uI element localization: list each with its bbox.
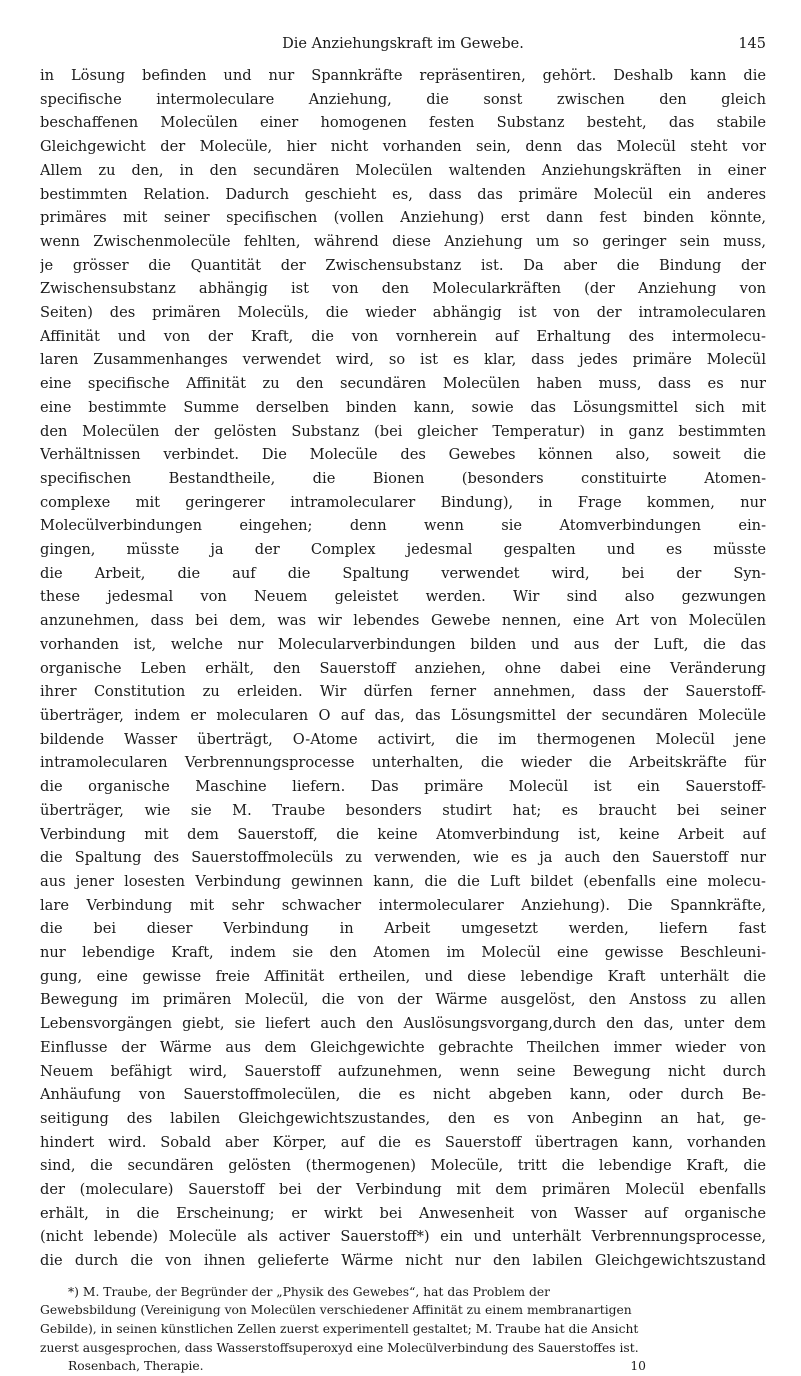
text-line: Verhältnissen verbindet. Die Molecüle des Gewebes können also, soweit die [40, 446, 766, 464]
text-line: these jedesmal von Neuem geleistet werden. Wir sind also gezwungen [40, 588, 766, 606]
text-line: Lebensvorgängen giebt, sie liefert auch den Auslösungsvorgang,durch den das, unter dem [40, 1015, 766, 1033]
footnote-line: Gewebsbildung (Vereinigung von Molecülen verschiedener Affinität zu einem membranartigen [40, 1303, 632, 1318]
text-line: Verbindung mit dem Sauerstoff, die keine Atomverbindung ist, keine Arbeit auf [40, 825, 766, 843]
text-line: hindert wird. Sobald aber Körper, auf die es Sauerstoff übertragen kann, vorhanden [40, 1133, 766, 1151]
text-line: primäres mit seiner specifischen (vollen Anziehung) erst dann fest binden könnte, [40, 209, 766, 227]
text-line: bestimmten Relation. Dadurch geschieht es, dass das primäre Molecül ein anderes [40, 185, 766, 203]
text-line: intramolecularen Verbrennungsprocesse unterhalten, die wieder die Arbeitskräfte für [40, 754, 766, 772]
footnote [40, 1283, 766, 1376]
text-line: laren Zusammenhanges verwendet wird, so ist es klar, dass jedes primäre Molecül [40, 351, 766, 369]
text-line: Einflusse der Wärme aus dem Gleichgewichte gebrachte Theilchen immer wieder von [40, 1038, 766, 1056]
text-line: complexe mit geringerer intramolecularer Bindung), in Frage kommen, nur [40, 493, 766, 511]
footnote-line: *) M. Traube, der Begründer der „Physik des Gewebes“, hat das Problem der [68, 1284, 550, 1299]
text-line: organische Leben erhält, den Sauerstoff anziehen, ohne dabei eine Veränderung [40, 659, 766, 677]
text-line: der (moleculare) Sauerstoff bei der Verbindung mit dem primären Molecül ebenfalls [40, 1181, 766, 1199]
text-line: überträger, indem er molecularen O auf das, das Lösungsmittel der secundären Molecüle [40, 706, 766, 724]
text-line: in Lösung befinden und nur Spannkräfte repräsentiren, gehört. Deshalb kann die [40, 67, 766, 84]
text-line: Bewegung im primären Molecül, die von der Wärme ausgelöst, den Anstoss zu allen [40, 991, 766, 1009]
text-line: Allem zu den, in den secundären Molecülen waltenden Anziehungskräften in einer [40, 161, 766, 179]
text-line: je grösser die Quantität der Zwischensubstanz ist. Da aber die Bindung der [40, 256, 766, 274]
text-line: Anhäufung von Sauerstoffmolecülen, die es nicht abgeben kann, oder durch Be- [40, 1086, 766, 1104]
text-line: sind, die secundären gelösten (thermogenen) Molecüle, tritt die lebendige Kraft, die [40, 1157, 766, 1175]
running-header [40, 32, 766, 54]
body-text [40, 64, 766, 1273]
text-line: Gleichgewicht der Molecüle, hier nicht vorhanden sein, denn das Molecül steht vor [40, 138, 766, 156]
text-line: (nicht lebende) Molecüle als activer Sauerstoff*) ein und unterhält Verbrennungsprocesse, [40, 1228, 766, 1246]
text-line: nur lebendige Kraft, indem sie den Atomen im Molecül eine gewisse Beschleuni- [40, 944, 766, 962]
text-line: Molecülverbindungen eingehen; denn wenn sie Atomverbindungen ein- [40, 517, 766, 535]
page-number: 145 [738, 36, 766, 52]
text-line: specifische intermoleculare Anziehung, die sonst zwischen den gleich [40, 90, 766, 108]
text-line: aus jener losesten Verbindung gewinnen kann, die die Luft bildet (ebenfalls eine molecu- [40, 872, 766, 890]
text-line: wenn Zwischenmolecüle fehlten, während diese Anziehung um so geringer sein muss, [40, 232, 766, 250]
text-line: die organische Maschine liefern. Das primäre Molecül ist ein Sauerstoff- [40, 778, 766, 796]
footnote-line: zuerst ausgesprochen, dass Wasserstoffsuperoxyd eine Molecülverbindung des Sauerstoffes ist. [40, 1340, 639, 1355]
text-line: beschaffenen Molecülen einer homogenen festen Substanz besteht, das stabile [40, 114, 766, 132]
text-line: erhält, in die Erscheinung; er wirkt bei Anwesenheit von Wasser auf organische [40, 1204, 766, 1222]
text-line: vorhanden ist, welche nur Molecularverbindungen bilden und aus der Luft, die das [40, 635, 766, 653]
text-line: Neuem befähigt wird, Sauerstoff aufzunehmen, wenn seine Bewegung nicht durch [40, 1062, 766, 1080]
text-line: ihrer Constitution zu erleiden. Wir dürfen ferner annehmen, dass der Sauerstoff- [40, 683, 766, 701]
text-line: seitigung des labilen Gleichgewichtszustandes, den es von Anbeginn an hat, ge- [40, 1109, 766, 1127]
text-line: die Spaltung des Sauerstoffmolecüls zu verwenden, wie es ja auch den Sauerstoff nur [40, 849, 766, 867]
text-line: Seiten) des primären Molecüls, die wieder abhängig ist von der intramolecularen [40, 304, 766, 322]
text-line: gung, eine gewisse freie Affinität ertheilen, und diese lebendige Kraft unterhält die [40, 967, 766, 985]
signature: Rosenbach, Therapie. [68, 1359, 204, 1374]
text-line: gingen, müsste ja der Complex jedesmal gespalten und es müsste [40, 541, 766, 559]
text-line: die bei dieser Verbindung in Arbeit umgesetzt werden, liefern fast [40, 920, 766, 938]
text-line: die Arbeit, die auf die Spaltung verwendet wird, bei der Syn- [40, 564, 766, 582]
text-line: Zwischensubstanz abhängig ist von den Molecularkräften (der Anziehung von [40, 280, 766, 298]
sheet-number: 10 [630, 1359, 646, 1374]
text-line: den Molecülen der gelösten Substanz (bei gleicher Temperatur) in ganz bestimmten [40, 422, 766, 440]
text-line: eine specifische Affinität zu den secundären Molecülen haben muss, dass es nur [40, 375, 766, 393]
running-title: Die Anziehungskraft im Gewebe. [282, 36, 524, 52]
footnote-line: Gebilde), in seinen künstlichen Zellen zuerst experimentell gestaltet; M. Traube hat die Ansicht [40, 1322, 639, 1337]
footnote-signature-row [40, 1357, 766, 1376]
text-line: specifischen Bestandtheile, die Bionen (besonders constituirte Atomen- [40, 469, 766, 487]
text-line: Affinität und von der Kraft, die von vornherein auf Erhaltung des intermolecu- [40, 327, 766, 345]
text-line: lare Verbindung mit sehr schwacher intermolecularer Anziehung). Die Spannkräfte, [40, 896, 766, 914]
text-line: überträger, wie sie M. Traube besonders studirt hat; es braucht bei seiner [40, 801, 766, 819]
text-line: anzunehmen, dass bei dem, was wir lebendes Gewebe nennen, eine Art von Molecülen [40, 612, 766, 630]
text-line: eine bestimmte Summe derselben binden kann, sowie das Lösungsmittel sich mit [40, 398, 766, 416]
text-line: bildende Wasser überträgt, O-Atome activirt, die im thermogenen Molecül jene [40, 730, 766, 748]
text-line: die durch die von ihnen gelieferte Wärme nicht nur den labilen Gleichgewichtszustand [40, 1252, 766, 1270]
